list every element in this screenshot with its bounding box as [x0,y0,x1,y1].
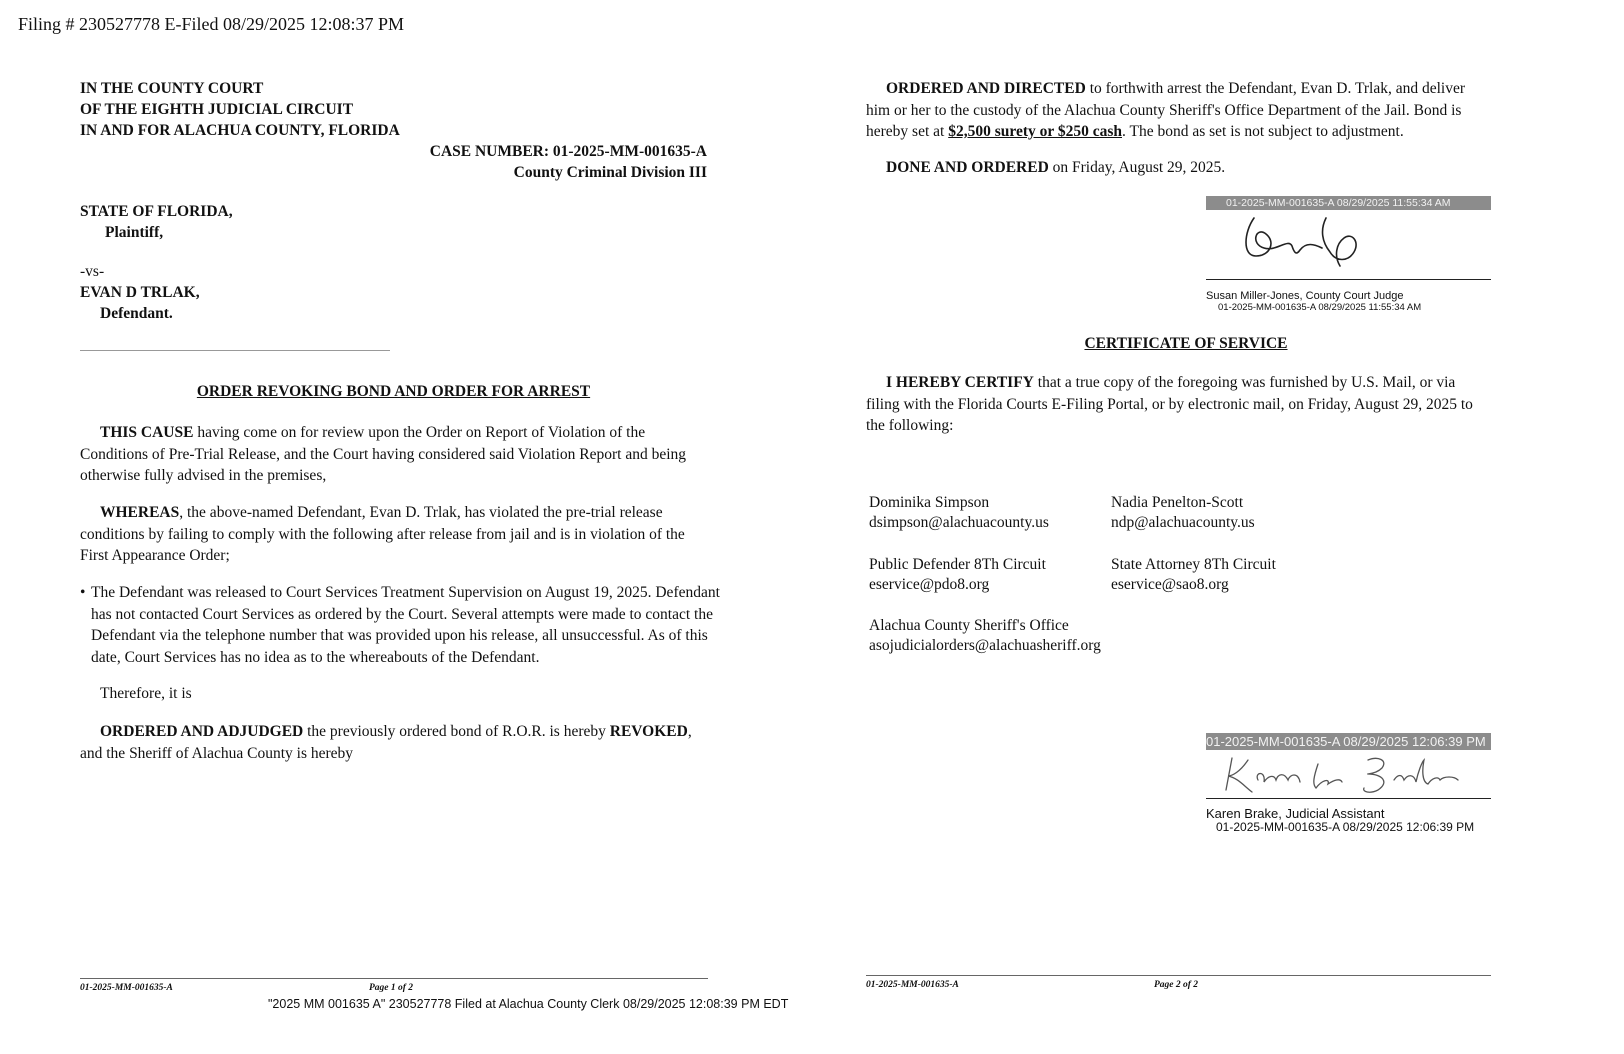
ordered-text-1: the previously ordered bond of R.O.R. is hereby [303,723,610,740]
service-name: Alachua County Sheriff's Office [869,617,1069,634]
order-title: ORDER REVOKING BOND AND ORDER FOR ARREST [196,383,591,400]
assistant-esign-stamp: 01-2025-MM-001635-A 08/29/2025 12:06:39 PM [1206,733,1491,750]
service-name: State Attorney 8Th Circuit [1111,556,1276,573]
defendant-role: Defendant. [100,305,173,322]
ordered-text-2: , and the Sheriff of Alachua County is hereby [80,723,692,762]
service-name: Dominika Simpson [869,494,990,511]
directed-lead: ORDERED AND DIRECTED [886,80,1086,97]
page-1 [80,0,735,1054]
done-lead: DONE AND ORDERED [886,159,1049,176]
caption-divider [80,350,390,351]
footer-rule [866,975,1491,976]
court-line: IN THE COUNTY COURT [80,80,264,97]
footer-case-number: 01-2025-MM-001635-A [866,980,959,990]
service-email: eservice@pdo8.org [869,576,990,593]
judge-esign-stamp: 01-2025-MM-001635-A 08/29/2025 11:55:34 AM [1206,196,1491,210]
violation-bullet [80,582,721,668]
service-email: asojudicialorders@alachuasheriff.org [869,637,1101,654]
done-ordered-line [866,157,1486,179]
service-entry [1111,555,1276,595]
judge-signature-line [1206,279,1491,280]
assistant-signature-image [1218,750,1478,798]
court-line: IN AND FOR ALACHUA COUNTY, FLORIDA [80,122,400,139]
whereas-paragraph [80,502,715,567]
service-entry [1111,493,1255,533]
judge-stamp-line: 01-2025-MM-001635-A 08/29/2025 11:55:34 AM [1218,302,1422,313]
ordered-lead: ORDERED AND ADJUDGED [100,723,304,740]
plaintiff-name: STATE OF FLORIDA, [80,203,233,220]
clerk-filing-stamp: "2025 MM 001635 A" 230527778 Filed at Alachua County Clerk 08/29/2025 12:08:39 PM EDT [268,997,789,1011]
certificate-title: CERTIFICATE OF SERVICE [1084,335,1288,352]
bullet-text: The Defendant was released to Court Services Treatment Supervision on August 19, 2025. Defendant has not contacted Court Services as ordered by the Court. Several attempts were made to contact the Defendant via the telephone number that was provided upon his release, all unsuccessful. As of this date, Court Services has no idea as to the whereabouts of the Defendant. [91,584,720,666]
service-name: Public Defender 8Th Circuit [869,556,1046,573]
done-text: on Friday, August 29, 2025. [1048,159,1226,176]
judge-name: Susan Miller-Jones, County Court Judge [1206,290,1404,302]
assistant-signature-line [1206,798,1491,799]
service-entry [869,616,1101,656]
court-heading [80,78,735,141]
footer-page-number: Page 1 of 2 [369,983,414,993]
this-cause-lead: THIS CAUSE [100,424,194,441]
footer-rule [80,978,708,979]
judge-signature-image [1236,208,1376,274]
service-email: dsimpson@alachuacounty.us [869,514,1049,531]
service-email: eservice@sao8.org [1111,576,1229,593]
parties-block [80,201,233,324]
versus: -vs- [80,263,105,280]
whereas-text: , the above-named Defendant, Evan D. Trlak, has violated the pre-trial release conditions by failing to comply with the following after release from jail and is in violation of the First Appearance Order; [80,504,685,564]
certify-text: that a true copy of the foregoing was furnished by U.S. Mail, or via filing with the Florida Courts E-Filing Portal, or by electronic mail, on Friday, August 29, 2025 to the following: [866,374,1473,434]
therefore-line: Therefore, it is [100,685,192,702]
division: County Criminal Division III [513,164,707,181]
court-line: OF THE EIGHTH JUDICIAL CIRCUIT [80,101,354,118]
bullet-icon: • [80,584,86,601]
ordered-adjudged-paragraph [80,721,715,764]
case-number-block [430,141,707,183]
directed-text-1: to forthwith arrest the Defendant, Evan D. Trlak, and deliver him or her to the custody of the Alachua County Sheriff's Office Department of the Jail. Bond is hereby set at [866,80,1466,140]
directed-text-2: . The bond as set is not subject to adjustment. [1122,123,1404,140]
case-number: CASE NUMBER: 01-2025-MM-001635-A [429,143,707,160]
footer-case-number: 01-2025-MM-001635-A [80,983,173,993]
service-entry [869,555,1046,595]
service-entry [869,493,1049,533]
this-cause-paragraph [80,422,715,487]
filing-header: Filing # 230527778 E-Filed 08/29/2025 12:08:37 PM [18,14,405,34]
plaintiff-role: Plaintiff, [105,224,164,241]
service-name: Nadia Penelton-Scott [1111,494,1244,511]
bond-amount: $2,500 surety or $250 cash [948,123,1123,140]
footer-page-number: Page 2 of 2 [1154,980,1199,990]
assistant-name: Karen Brake, Judicial Assistant [1206,806,1385,821]
this-cause-text: having come on for review upon the Order on Report of Violation of the Conditions of Pre-Trial Release, and the Court having considered said Violation Report and being otherwise fully advised in the premises, [80,424,687,484]
service-email: ndp@alachuacounty.us [1111,514,1255,531]
assistant-stamp-line: 01-2025-MM-001635-A 08/29/2025 12:06:39 PM [1216,820,1475,834]
whereas-lead: WHEREAS [100,504,180,521]
defendant-name: EVAN D TRLAK, [80,284,200,301]
ordered-directed-paragraph [866,78,1486,143]
revoked-word: REVOKED [609,723,688,740]
page-2 [866,0,1566,1054]
certify-paragraph [866,372,1491,437]
certify-lead: I HEREBY CERTIFY [886,374,1034,391]
